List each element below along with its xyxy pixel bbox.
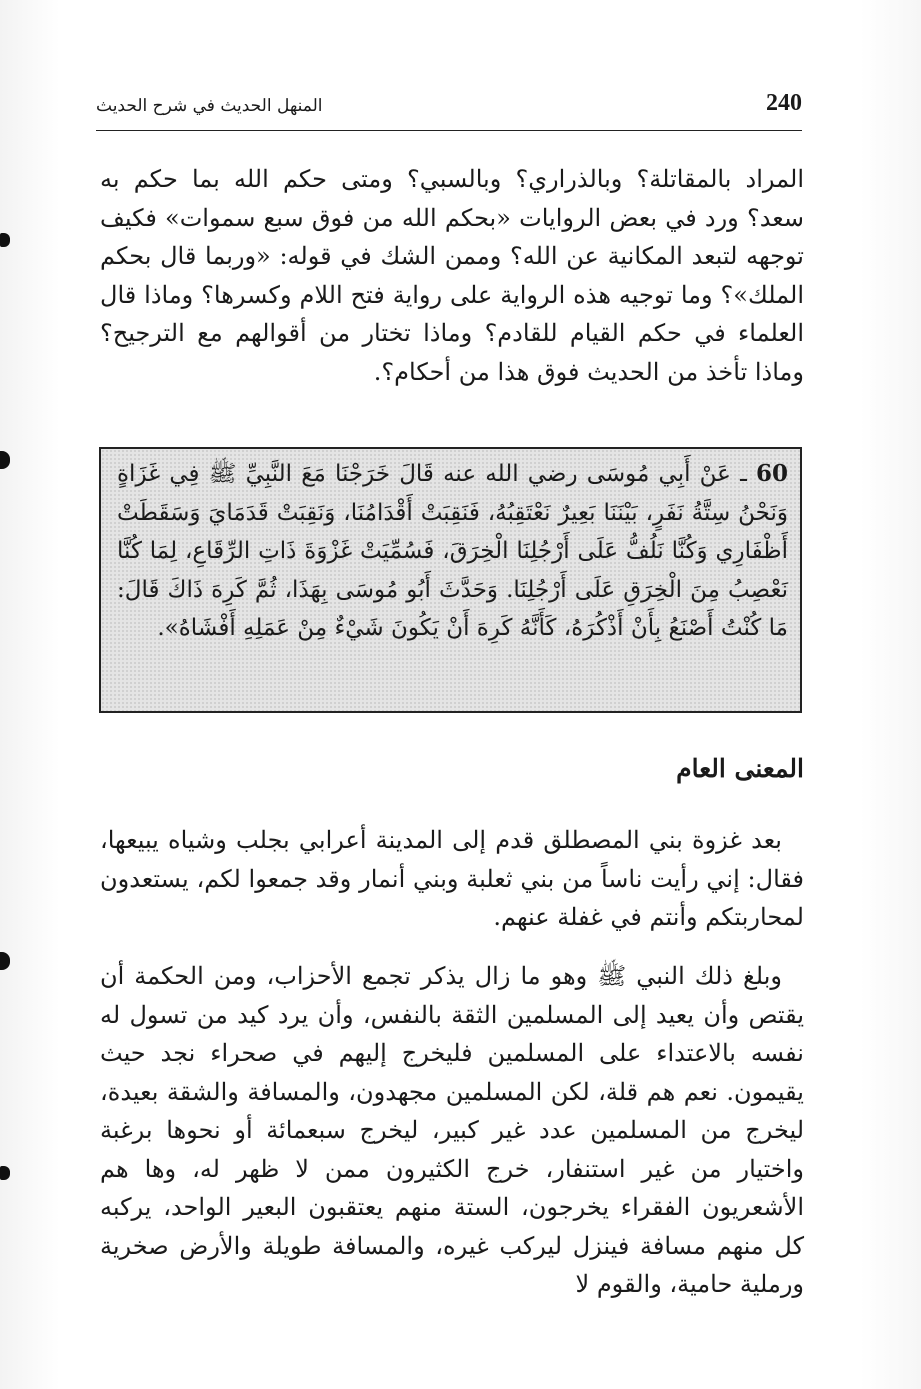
margin-mark xyxy=(0,233,10,247)
running-title: المنهل الحديث في شرح الحديث xyxy=(96,96,323,116)
page-number: 240 xyxy=(766,90,802,116)
hadith-text xyxy=(117,455,788,648)
body-paragraph-2 xyxy=(100,957,804,1304)
section-heading: المعنى العام xyxy=(676,754,804,783)
body-paragraph-1 xyxy=(100,821,804,937)
page-header xyxy=(96,90,802,131)
hadith-box xyxy=(99,447,802,713)
hadith-number: 60 xyxy=(756,460,789,487)
questions-paragraph: المراد بالمقاتلة؟ وبالذراري؟ وبالسبي؟ ومتى حكم الله بما حكم به سعد؟ ورد في بعض الروايات «بحكم الله من فوق سبع سموات» فكيف توجهه لتبعد المكانية عن الله؟ وممن الشك في قوله: «وربما قال بحكم الملك»؟ وما توجيه هذه الرواية على رواية فتح اللام وكسرها؟ وماذا قال العلماء في حكم القيام للقادم؟ وماذا تختار من أقوالهم مع الترجيح؟ وماذا تأخذ من الحديث فوق هذا من أحكام؟. xyxy=(100,165,804,386)
body-paragraph-2-text: وبلغ ذلك النبي ﷺ وهو ما زال يذكر تجمع الأحزاب، ومن الحكمة أن يقتص وأن يعيد إلى المسلمين الثقة بالنفس، وأن يرد كيد من تسول له نفسه بالاعتداء على المسلمين فليخرج إليهم في صحراء نجد حيث يقيمون. نعم هم قلة، لكن المسلمين مجهدون، والمسافة والشقة بعيدة، ليخرج من المسلمين عدد غير كبير، ليخرج سبعمائة أو نحوها برغبة واختيار من غير استنفار، خرج الكثيرون ممن لا ظهر له، وها هم الأشعريون الفقراء يخرجون، الستة منهم يعتقبون البعير الواحد، يركبه كل منهم مسافة فينزل ليركب غيره، والمسافة طويلة والأرض صخرية ورملية حامية، والقوم لا xyxy=(100,962,804,1298)
body-paragraph-1-text: بعد غزوة بني المصطلق قدم إلى المدينة أعرابي بجلب وشياه يبيعها، فقال: إني رأيت ناساً من بني ثعلبة وبني أنمار وقد جمعوا لكم، يستعدون لمحاربتكم وأنتم في غفلة عنهم. xyxy=(100,826,804,931)
margin-mark xyxy=(0,1166,10,1180)
hadith-body: ـ عَنْ أَبِي مُوسَى رضي الله عنه قَالَ خَرَجْنَا مَعَ النَّبِيِّ ﷺ فِي غَزَاةٍ وَنَحْنُ سِتَّةُ نَفَرٍ، بَيْنَنَا بَعِيرٌ نَعْتَقِبُهُ، فَنَقِبَتْ أَقْدَامُنَا، وَنَقِبَتْ قَدَمَايَ وَسَقَطَتْ أَظْفَارِي وَكُنَّا نَلُفُّ عَلَى أَرْجُلِنَا الْخِرَقَ، فَسُمِّيَتْ غَزْوَةَ ذَاتِ الرِّقَاعِ، لِمَا كُنَّا نَعْصِبُ مِنَ الْخِرَقِ عَلَى أَرْجُلِنَا. وَحَدَّثَ أَبُو مُوسَى بِهَذَا، ثُمَّ كَرِهَ ذَاكَ قَالَ: مَا كُنْتُ أَصْنَعُ بِأَنْ أَذْكُرَهُ، كَأَنَّهُ كَرِهَ أَنْ يَكُونَ شَيْءٌ مِنْ عَمَلِهِ أَفْشَاهُ». xyxy=(117,461,788,641)
